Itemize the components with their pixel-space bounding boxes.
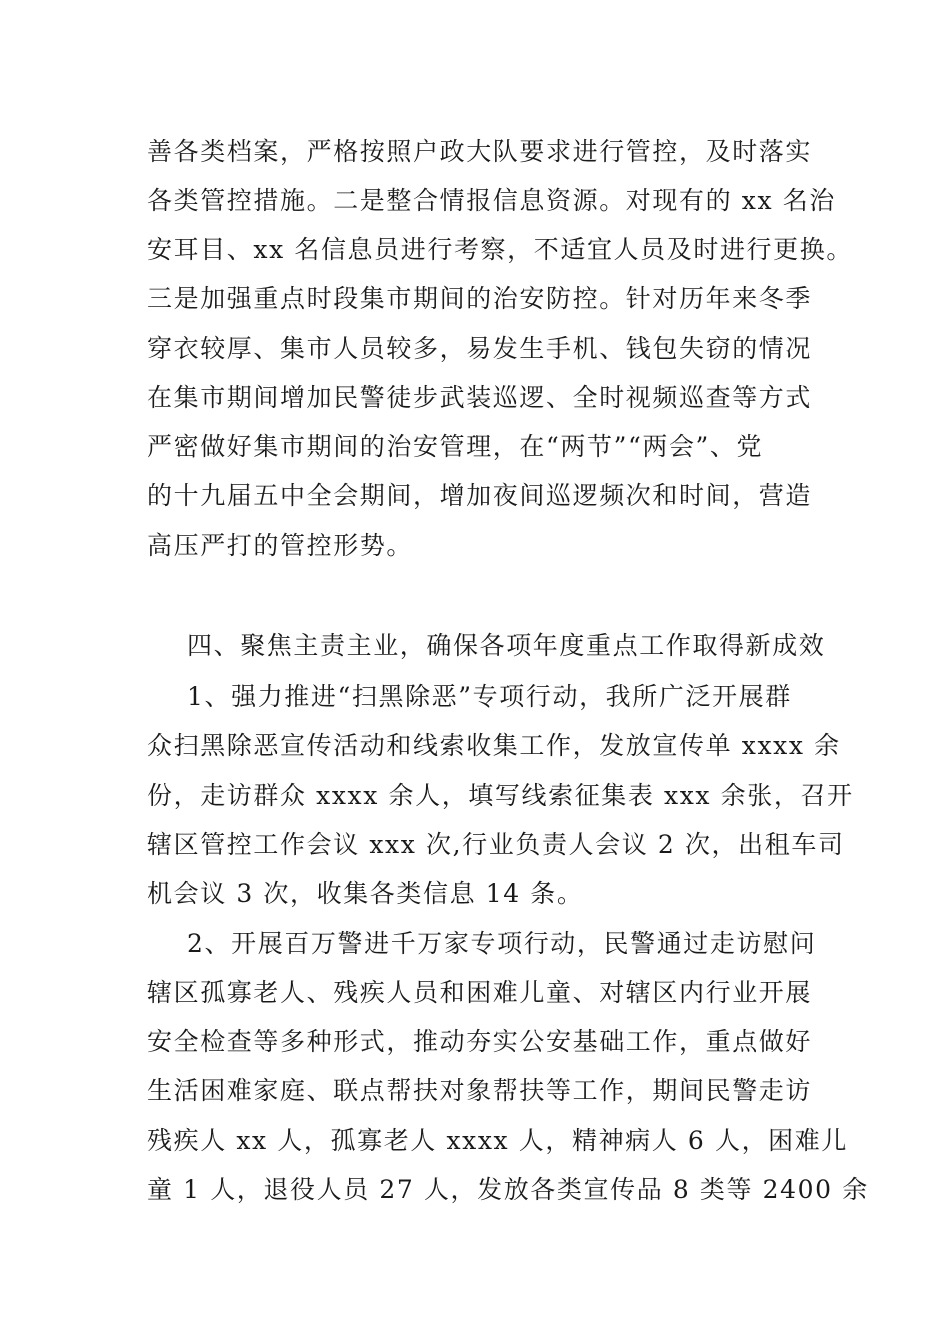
- paragraph-line: 穿衣较厚、集市人员较多，易发生手机、钱包失窃的情况: [147, 334, 813, 363]
- paragraph-line: 1、强力推进“扫黑除恶”专项行动，我所广泛开展群: [187, 682, 792, 711]
- paragraph-line: 的十九届五中全会期间，增加夜间巡逻频次和时间，营造: [147, 481, 813, 510]
- paragraph-line: 童 1 人，退役人员 27 人，发放各类宣传品 8 类等 2400 余: [147, 1175, 869, 1204]
- paragraph-line: 安全检查等多种形式，推动夯实公安基础工作，重点做好: [147, 1027, 813, 1056]
- paragraph-line: 2、开展百万警进千万家专项行动，民警通过走访慰问: [187, 929, 817, 958]
- paragraph-line: 善各类档案，严格按照户政大队要求进行管控，及时落实: [147, 137, 813, 166]
- paragraph-line: 各类管控措施。二是整合情报信息资源。对现有的 xx 名治: [147, 186, 836, 215]
- paragraph-line: 辖区孤寡老人、残疾人员和困难儿童、对辖区内行业开展: [147, 978, 813, 1007]
- paragraph-line: 三是加强重点时段集市期间的治安防控。针对历年来冬季: [147, 284, 813, 313]
- paragraph-line: 残疾人 xx 人，孤寡老人 xxxx 人，精神病人 6 人，困难儿: [147, 1126, 848, 1155]
- paragraph-line: 辖区管控工作会议 xxx 次,行业负责人会议 2 次，出租车司: [147, 830, 845, 859]
- paragraph-line: 众扫黑除恶宣传活动和线索收集工作，发放宣传单 xxxx 余: [147, 731, 841, 760]
- paragraph-line: 份，走访群众 xxxx 余人，填写线索征集表 xxx 余张，召开: [147, 781, 854, 810]
- paragraph-line: 生活困难家庭、联点帮扶对象帮扶等工作，期间民警走访: [147, 1076, 813, 1105]
- paragraph-line: 高压严打的管控形势。: [147, 531, 414, 560]
- paragraph-line: 安耳目、xx 名信息员进行考察，不适宜人员及时进行更换。: [147, 235, 853, 264]
- paragraph-line: 在集市期间增加民警徒步武装巡逻、全时视频巡查等方式: [147, 383, 813, 412]
- paragraph-line: 机会议 3 次，收集各类信息 14 条。: [147, 879, 584, 908]
- section-heading: 四、聚焦主责主业，确保各项年度重点工作取得新成效: [187, 631, 826, 660]
- paragraph-line: 严密做好集市期间的治安管理，在“两节”“两会”、党: [147, 432, 764, 461]
